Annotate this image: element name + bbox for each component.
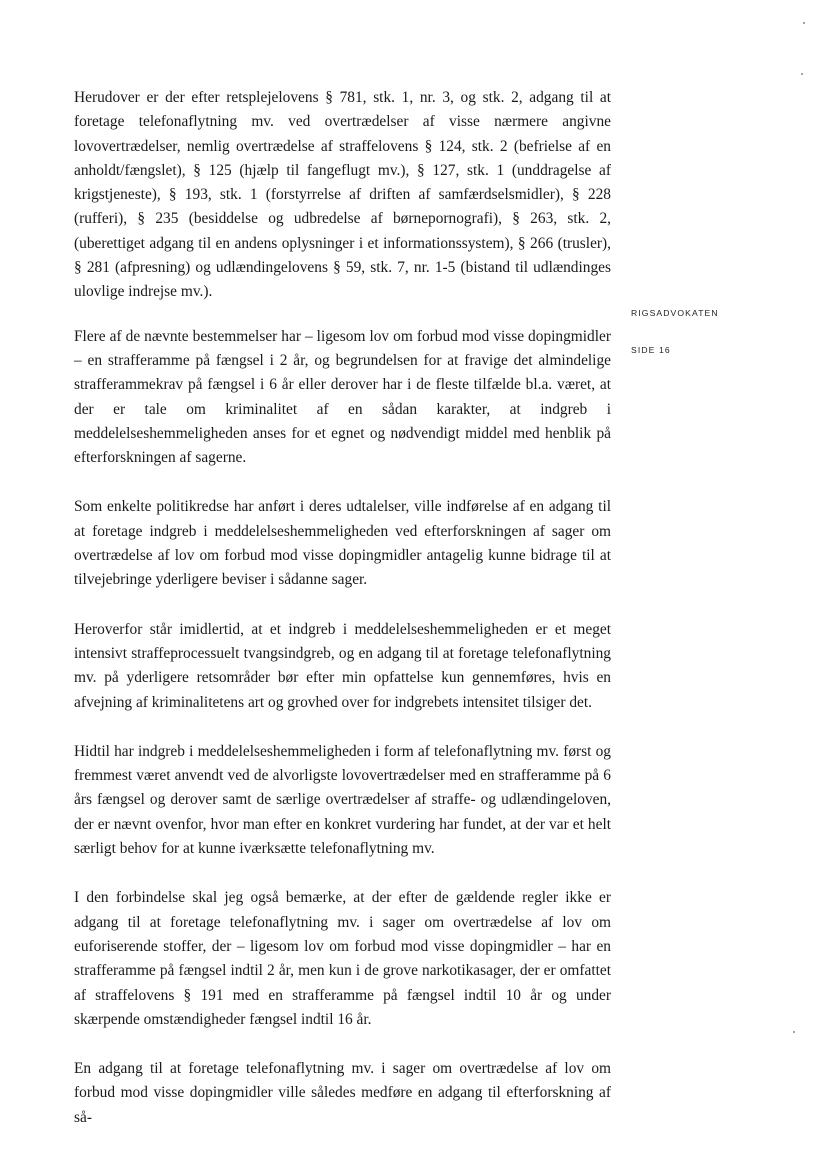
page-number-label: SIDE 16 <box>631 345 671 355</box>
scan-speck <box>803 22 805 24</box>
paragraph-euforiserende-stoffer: I den forbindelse skal jeg også bemærke, at der efter de gældende regler ikke er adgang til at foretage telefonaflytning mv. i sager om overtrædelse af lov om euforiserende stoffer, der – ligesom lov om forbud mod visse dopingmidler – har en strafferamme på fængsel indtil 2 år, men kun i de grove narkotikasager, der er omfattet af straffelovens § 191 med en strafferamme på fængsel indtil 10 år og under skærpende omstændigheder fængsel indtil 16 år. <box>74 889 611 1028</box>
scan-speck <box>793 1031 795 1033</box>
paragraph-telefonaflytning-bestemmelser: Herudover er der efter retsplejelovens § 781, stk. 1, nr. 3, og stk. 2, adgang til at foretage telefonaflytning mv. ved overtrædelser af visse nærmere angivne lovovertrædelser, nemlig overtrædelse af straffelovens § 124, stk. 2 (befrielse af en anholdt/fængslet), § 125 (hjælp til fangeflugt mv.), § 127, stk. 1 (unddragelse af krigstjeneste), § 193, stk. 1 (forstyrrelse af driften af samfærdselsmidler), § 228 (rufferi), § 235 (besiddelse og udbredelse af børnepornografi), § 263, stk. 2, (uberettiget adgang til en andens oplysninger i et informationssystem), § 266 (trusler), § 281 (afpresning) og udlændingelovens § 59, stk. 7, nr. 1-5 (bistand til udlændinges ulovlige indrejse mv.). <box>74 89 611 301</box>
organization-label: RIGSADVOKATEN <box>631 308 719 318</box>
paragraph-adgang-dopingmidler: En adgang til at foretage telefonaflytning mv. i sager om overtrædelse af lov om forbud mod visse dopingmidler ville således medføre en adgang til efterforskning af så- <box>74 1060 611 1126</box>
paragraph-heroverfor: Heroverfor står imidlertid, at et indgreb i meddelelseshemmeligheden er et meget intensivt straffeprocessuelt tvangsindgreb, og en adgang til at foretage telefonaflytning mv. på yderligere retsområder bør efter min opfattelse kun gennemføres, hvis en afvejning af kriminalitetens art og grovhed over for indgrebets intensitet tilsiger det. <box>74 620 611 711</box>
paragraph-strafferamme: Flere af de nævnte bestemmelser har – ligesom lov om forbud mod visse dopingmidler – en strafferamme på fængsel i 2 år, og begrundelsen for at fravige det almindelige strafferammekrav på fængsel i 6 år eller derover har i de fleste tilfælde bl.a. været, at der er tale om kriminalitet af en sådan karakter, at indgreb i meddelelseshemmeligheden anses for et egnet og nødvendigt middel med henblik på efterforskningen af sagerne. <box>74 327 611 467</box>
scan-speck <box>801 73 803 75</box>
document-body <box>74 86 611 1155</box>
paragraph-hidtil: Hidtil har indgreb i meddelelseshemmeligheden i form af telefonaflytning mv. først og fremmest været anvendt ved de alvorligste lovovertrædelser med en strafferamme på 6 års fængsel og derover samt de særlige overtrædelser af straffe- og udlændingeloven, der er nævnt ovenfor, hvor man efter en konkret vurdering har fundet, at der var et helt særligt behov for at kunne iværksætte telefonaflytning mv. <box>74 742 611 858</box>
paragraph-politikredse: Som enkelte politikredse har anført i deres udtalelser, ville indførelse af en adgang til at foretage indgreb i meddelelseshemmeligheden ved efterforskningen af sager om overtrædelse af lov om forbud mod visse dopingmidler antagelig kunne bidrage til at tilvejebringe yderligere beviser i sådanne sager. <box>74 498 611 589</box>
